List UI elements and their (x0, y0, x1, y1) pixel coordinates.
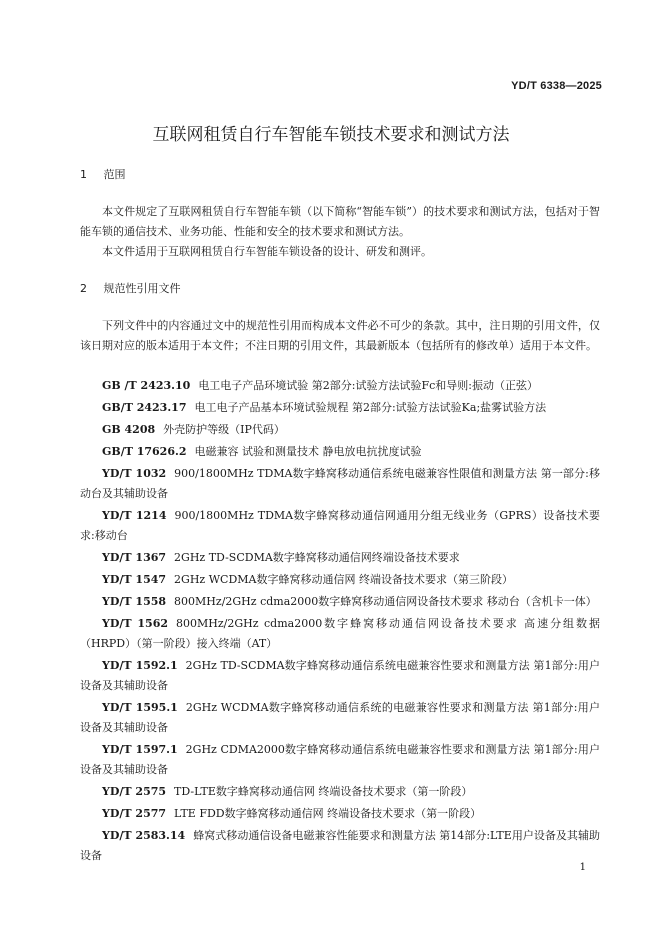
reference-code: GB 4208 (102, 423, 156, 436)
reference-code: YD/T 1595.1 (102, 701, 178, 714)
reference-code: YD/T 1032 (102, 467, 167, 480)
reference-item (80, 656, 600, 696)
reference-title: 外壳防护等级（IP代码） (163, 423, 285, 436)
reference-title: LTE FDD数字蜂窝移动通信网 终端设备技术要求（第一阶段） (174, 807, 482, 820)
page-number: 1 (579, 862, 586, 873)
reference-title: 800MHz/2GHz cdma2000数字蜂窝移动通信网设备技术要求 移动台（含机卡一体） (174, 595, 597, 608)
reference-title: 2GHz TD-SCDMA数字蜂窝移动通信系统电磁兼容性要求和测量方法 第1部分:用户设备及其辅助设备 (80, 659, 600, 692)
reference-title: 900/1800MHz TDMA数字蜂窝移动通信网通用分组无线业务（GPRS）设备技术要求:移动台 (80, 509, 600, 542)
reference-title: 电工电子产品环境试验 第2部分:试验方法试验Fc和导则:振动（正弦） (198, 379, 539, 392)
reference-code: GB /T 2423.10 (102, 379, 191, 392)
reference-code: YD/T 2575 (102, 785, 167, 798)
reference-title: 2GHz TD-SCDMA数字蜂窝移动通信网终端设备技术要求 (174, 551, 460, 564)
reference-item (80, 570, 600, 590)
references-intro-paragraph: 下列文件中的内容通过文中的规范性引用而构成本文件必不可少的条款。其中，注日期的引用文件，仅该日期对应的版本适用于本文件；不注日期的引用文件，其最新版本（包括所有的修改单）适用于本文件。 (80, 319, 600, 352)
section-title: 规范性引用文件 (103, 282, 181, 295)
document-title: 互联网租赁自行车智能车锁技术要求和测试方法 (152, 125, 510, 145)
reference-code: YD/T 1597.1 (102, 743, 178, 756)
scope-paragraph-1: 本文件规定了互联网租赁自行车智能车锁（以下简称“智能车锁”）的技术要求和测试方法，包括对于智能车锁的通信技术、业务功能、性能和安全的技术要求和测试方法。 (80, 205, 600, 238)
reference-item (80, 548, 600, 568)
scope-paragraph-2: 本文件适用于互联网租赁自行车智能车锁设备的设计、研发和测评。 (102, 245, 432, 258)
section-number: 1 (80, 168, 87, 181)
reference-item (80, 740, 600, 780)
section-title: 范围 (103, 168, 126, 181)
reference-item (80, 782, 600, 802)
reference-code: YD/T 1547 (102, 573, 167, 586)
section-number: 2 (80, 282, 87, 295)
reference-code: GB/T 2423.17 (102, 401, 187, 414)
reference-code: YD/T 2577 (102, 807, 167, 820)
reference-code: YD/T 1558 (102, 595, 167, 608)
reference-title: 2GHz WCDMA数字蜂窝移动通信网 终端设备技术要求（第三阶段） (174, 573, 513, 586)
section-heading-scope (80, 166, 126, 182)
reference-code: YD/T 1367 (102, 551, 167, 564)
reference-title: 900/1800MHz TDMA数字蜂窝移动通信系统电磁兼容性限值和测量方法 第一部分:移动台及其辅助设备 (80, 467, 600, 500)
reference-title: TD-LTE数字蜂窝移动通信网 终端设备技术要求（第一阶段） (174, 785, 473, 798)
reference-code: YD/T 1214 (102, 509, 167, 522)
reference-code: YD/T 1562 (102, 617, 169, 630)
reference-title: 电磁兼容 试验和测量技术 静电放电抗扰度试验 (194, 445, 422, 458)
reference-title: 800MHz/2GHz cdma2000数字蜂窝移动通信网设备技术要求 高速分组数据（HRPD）（第一阶段）接入终端（AT） (80, 617, 600, 650)
section-heading-normative-references (80, 280, 181, 296)
reference-code: YD/T 2583.14 (102, 829, 186, 842)
reference-title: 2GHz WCDMA数字蜂窝移动通信系统的电磁兼容性要求和测量方法 第1部分:用户设备及其辅助设备 (80, 701, 600, 734)
reference-title: 电工电子产品基本环境试验规程 第2部分:试验方法试验Ka;盐雾试验方法 (194, 401, 547, 414)
reference-title: 2GHz CDMA2000数字蜂窝移动通信系统电磁兼容性要求和测量方法 第1部分:用户设备及其辅助设备 (80, 743, 600, 776)
reference-item (80, 464, 600, 504)
reference-item (80, 698, 600, 738)
document-code: YD/T 6338—2025 (511, 80, 602, 92)
reference-item (80, 592, 600, 612)
reference-item (80, 442, 600, 462)
reference-code: YD/T 1592.1 (102, 659, 178, 672)
reference-item (80, 614, 600, 654)
reference-item (80, 376, 600, 396)
reference-item (80, 506, 600, 546)
reference-item (80, 398, 600, 418)
reference-title: 蜂窝式移动通信设备电磁兼容性能要求和测量方法 第14部分:LTE用户设备及其辅助设备 (80, 829, 600, 862)
reference-item (80, 420, 600, 440)
reference-code: GB/T 17626.2 (102, 445, 187, 458)
reference-item (80, 804, 600, 824)
reference-item (80, 826, 600, 866)
